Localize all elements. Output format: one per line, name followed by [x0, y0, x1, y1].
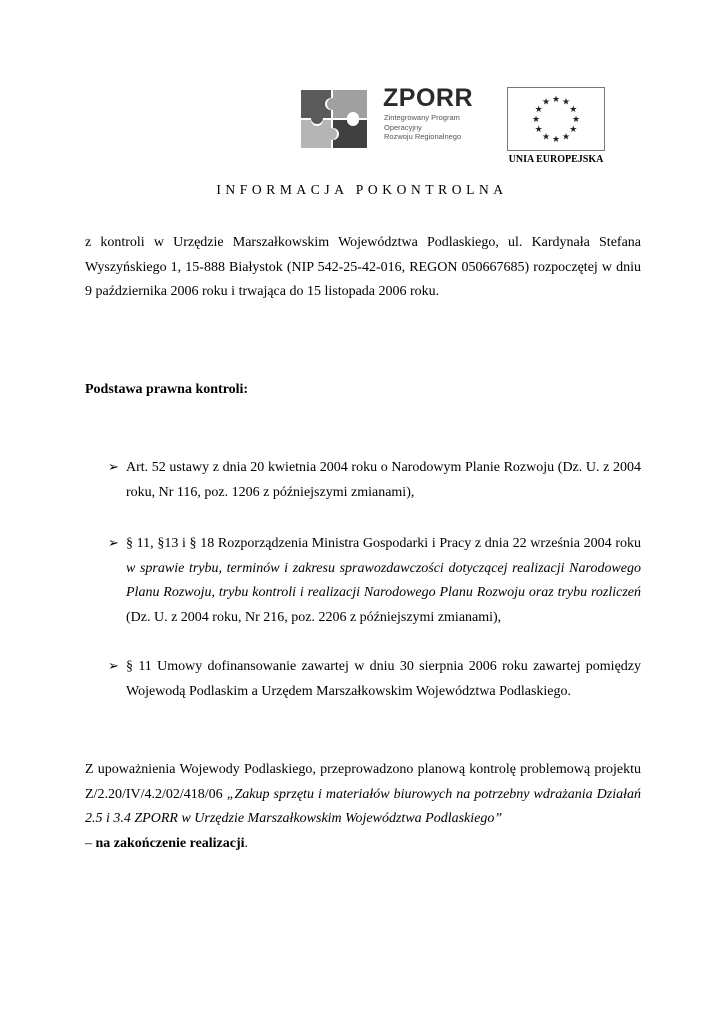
zporr-logo [297, 84, 473, 152]
page-title: INFORMACJA POKONTROLNA [216, 182, 508, 197]
authorization-dash: – [85, 835, 96, 851]
list-item [126, 532, 641, 630]
arrow-bullet-icon: ➢ [108, 658, 119, 673]
eu-star-icon: ★ [534, 104, 543, 114]
control-phase: na zakończenie realizacji [95, 835, 245, 851]
eu-star-icon: ★ [561, 96, 571, 107]
logo-subtitle-line: Zintegrowany Program [384, 113, 460, 122]
eu-star-icon: ★ [541, 96, 551, 107]
eu-flag-icon [507, 87, 605, 151]
eu-star-icon: ★ [571, 114, 581, 124]
eu-star-icon: ★ [569, 124, 578, 134]
eu-star-icon: ★ [541, 131, 551, 142]
intro-paragraph: z kontroli w Urzędzie Marszałkowskim Województwa Podlaskiego, ul. Kardynała Stefana Wyszyńskiego 1, 15-888 Białystok (NIP 542-25-42-016, REGON 050667685) rozpoczętej w dniu 9 października 2006 roku i trwająca do 15 listopada 2006 roku. [85, 235, 641, 299]
authorization-paragraph [85, 758, 641, 856]
item-text: § 11, §13 i § 18 Rozporządzenia Ministra Gospodarki i Pracy z dnia 22 września 2004 roku [126, 536, 641, 551]
authorization-text: Z upoważnienia Wojewody Podlaskiego, przeprowadzono planową kontrolę problemową projektu Z/2.20/IV/4.2/02/418/06 [85, 762, 641, 802]
item-text-end: (Dz. U. z 2004 roku, Nr 216, poz. 2206 z późniejszymi zmianami), [126, 609, 502, 625]
logo-title: ZPORR [383, 84, 473, 112]
puzzle-logo-icon [297, 84, 381, 152]
arrow-bullet-icon: ➢ [108, 535, 119, 550]
logo-subtitle-line: Operacyjny [384, 122, 422, 132]
eu-star-icon: ★ [551, 134, 561, 144]
eu-star-icon: ★ [534, 124, 543, 134]
arrow-bullet-icon: ➢ [108, 459, 119, 474]
project-title: „Zakup sprzętu i materiałów biurowych na potrzebny wdrażania Działań 2.5 i 3.4 ZPORR w Urzędzie Marszałkowskim Województwa Podlaskiego” [85, 786, 641, 826]
logo-subtitle-line: Rozwoju Regionalnego [384, 132, 462, 141]
logo-subtitle [384, 113, 461, 142]
legal-basis-heading: Podstawa prawna kontroli: [85, 382, 249, 397]
eu-star-icon: ★ [531, 114, 541, 124]
eu-star-icon: ★ [551, 94, 561, 104]
eu-label: UNIA EUROPEJSKA [508, 154, 604, 165]
authorization-end: . [244, 835, 249, 851]
list-item: Art. 52 ustawy z dnia 20 kwietnia 2004 roku o Narodowym Planie Rozwoju (Dz. U. z 2004 roku, Nr 116, poz. 1206 z późniejszymi zmianami), [126, 460, 641, 500]
list-item: § 11 Umowy dofinansowanie zawartej w dniu 30 sierpnia 2006 roku zawartej pomiędzy Wojewodą Podlaskim a Urzędem Marszałkowskim Województwa Podlaskiego. [126, 659, 641, 699]
eu-star-icon: ★ [569, 104, 578, 114]
eu-star-icon: ★ [561, 131, 571, 142]
item-italic-text: w sprawie trybu, terminów i zakresu sprawozdawczości dotyczącej realizacji Narodowego Planu Rozwoju, trybu kontroli i realizacji Narodowego Planu Rozwoju oraz trybu rozliczeń [126, 560, 641, 600]
